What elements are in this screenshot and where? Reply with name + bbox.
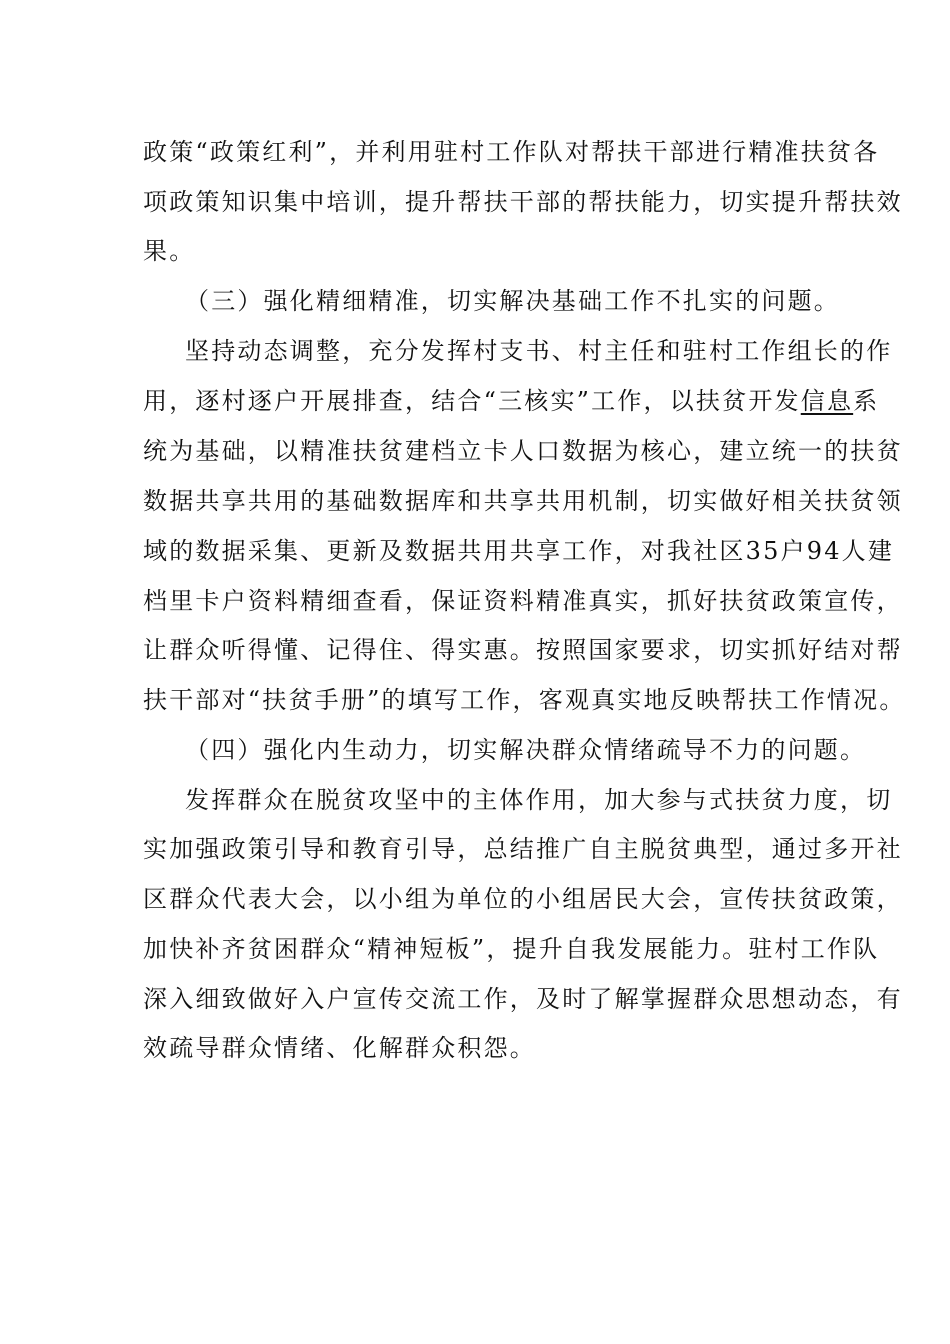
paragraph-line: 数据共享共用的基础数据库和共享共用机制，切实做好相关扶贫领 (143, 487, 903, 515)
section-heading-4: （四）强化内生动力，切实解决群众情绪疏导不力的问题。 (185, 736, 867, 764)
paragraph-text: 系 (853, 387, 880, 415)
paragraph-line: 发挥群众在脱贫攻坚中的主体作用，加大参与式扶贫力度，切 (185, 786, 893, 814)
paragraph-line: 档里卡户资料精细查看，保证资料精准真实，抓好扶贫政策宣传， (143, 587, 903, 615)
paragraph-line: 项政策知识集中培训，提升帮扶干部的帮扶能力，切实提升帮扶效 (143, 188, 903, 216)
paragraph-line (143, 386, 879, 416)
paragraph-line: 统为基础，以精准扶贫建档立卡人口数据为核心，建立统一的扶贫 (143, 437, 903, 465)
paragraph-line: 政策“政策红利”，并利用驻村工作队对帮扶干部进行精准扶贫各 (143, 138, 880, 166)
paragraph-text: 用，逐村逐户开展排查，结合“三核实”工作，以扶贫开发 (143, 387, 801, 415)
paragraph-line: 让群众听得懂、记得住、得实惠。按照国家要求，切实抓好结对帮 (143, 636, 903, 664)
section-heading-3: （三）强化精细精准，切实解决基础工作不扎实的问题。 (185, 287, 840, 315)
paragraph-line: 果。 (143, 237, 196, 265)
paragraph-line: 加快补齐贫困群众“精神短板”，提升自我发展能力。驻村工作队 (143, 935, 880, 963)
paragraph-line: 实加强政策引导和教育引导，总结推广自主脱贫典型，通过多开社 (143, 835, 903, 863)
paragraph-line: 扶干部对“扶贫手册”的填写工作，客观真实地反映帮扶工作情况。 (143, 686, 906, 714)
paragraph-line: 深入细致做好入户宣传交流工作，及时了解掌握群众思想动态，有 (143, 985, 903, 1013)
underlined-word: 信息 (800, 387, 854, 415)
paragraph-line: 坚持动态调整，充分发挥村支书、村主任和驻村工作组长的作 (185, 337, 893, 365)
paragraph-line: 域的数据采集、更新及数据共用共享工作，对我社区35户94人建 (143, 537, 895, 565)
paragraph-line: 区群众代表大会，以小组为单位的小组居民大会，宣传扶贫政策， (143, 885, 903, 913)
paragraph-line: 效疏导群众情绪、化解群众积怨。 (143, 1034, 536, 1062)
